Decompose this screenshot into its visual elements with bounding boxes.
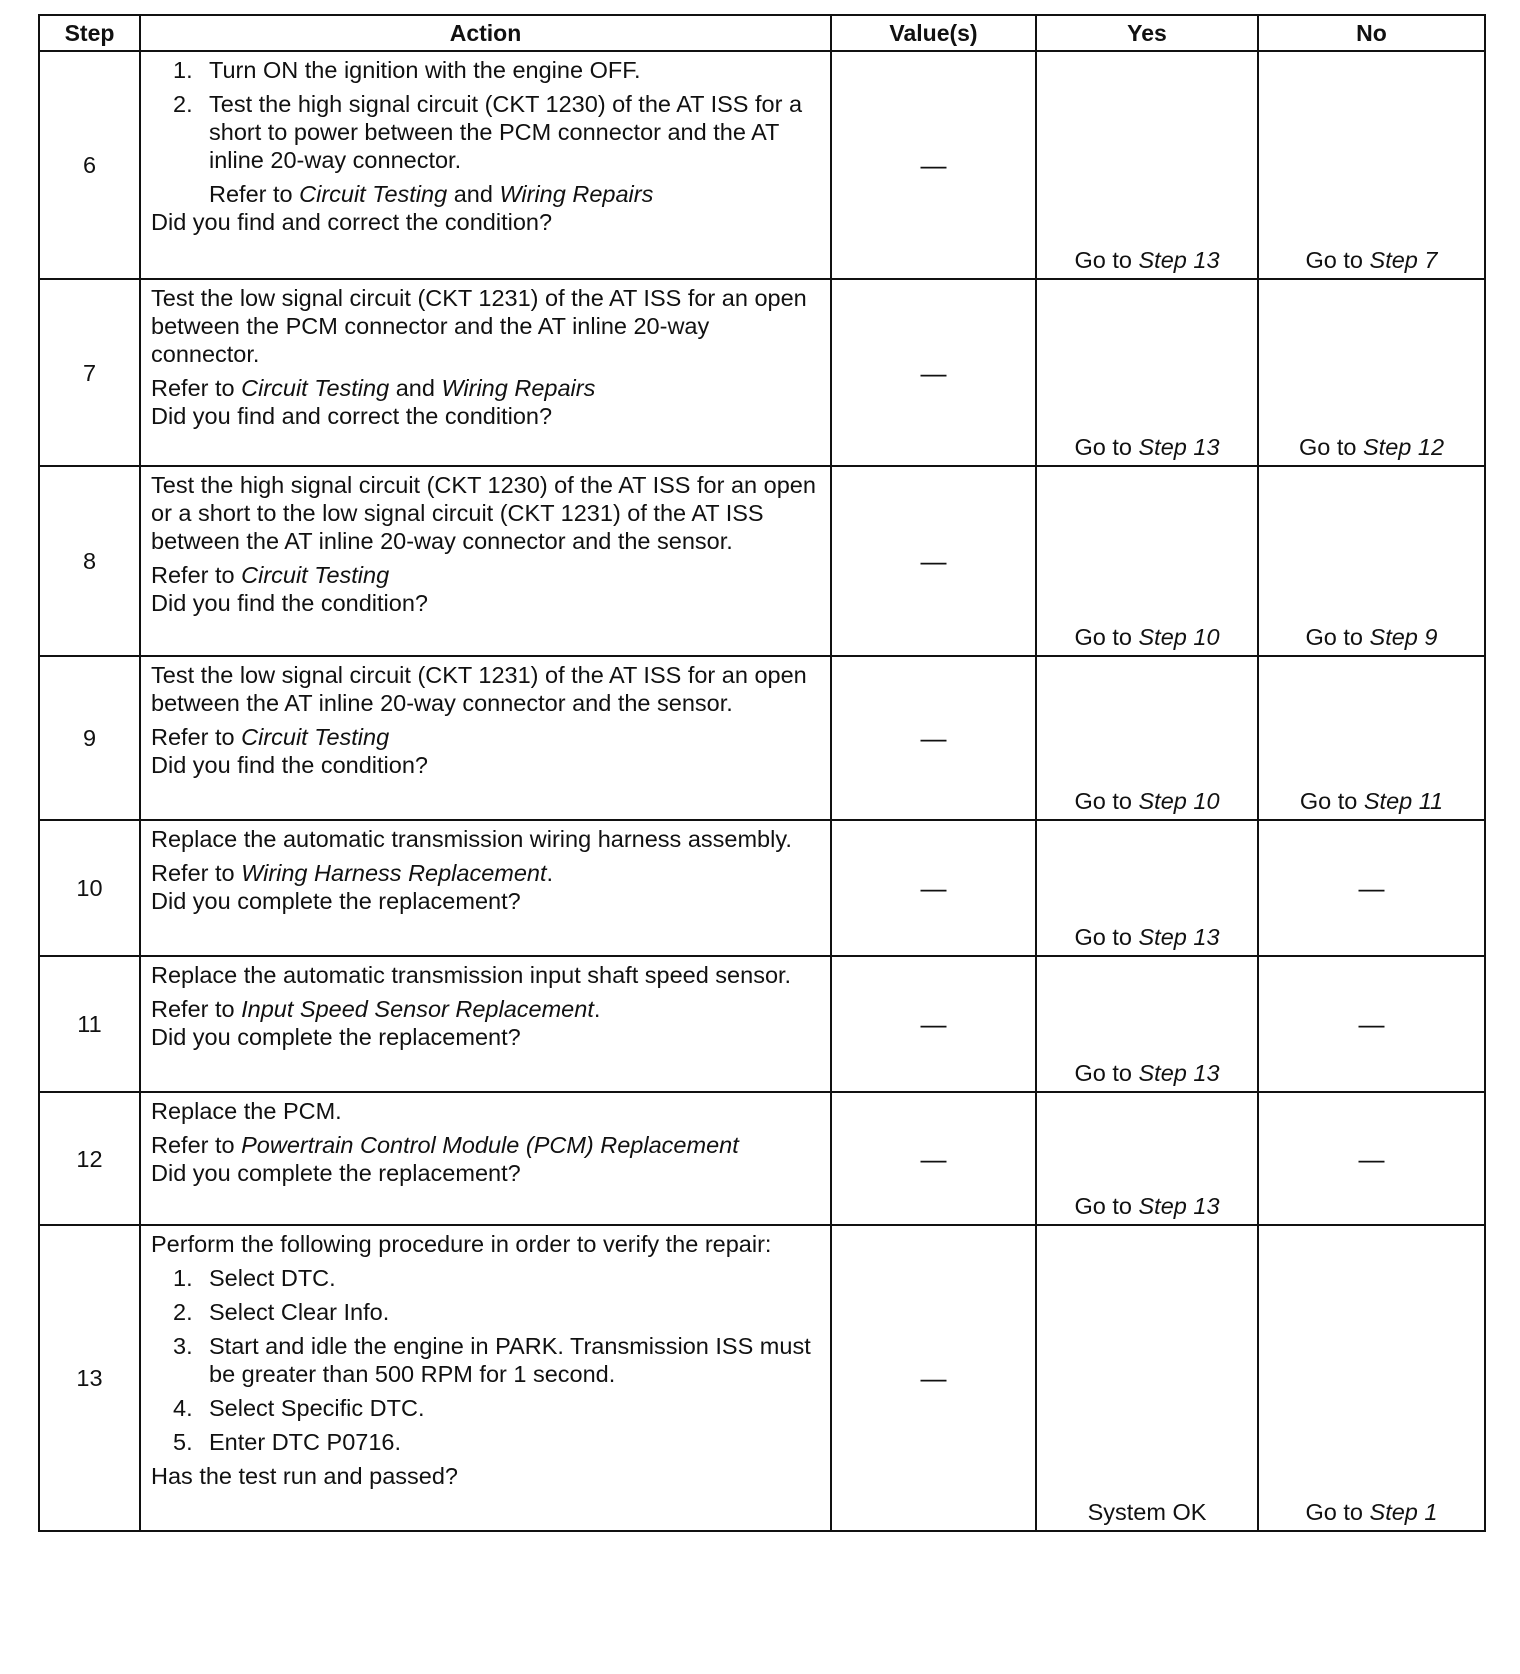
table-row-step-10 xyxy=(39,820,1485,956)
yes-cell[interactable]: Go to Step 13 xyxy=(1036,51,1258,279)
yes-cell[interactable]: Go to Step 13 xyxy=(1036,279,1258,466)
value-cell: — xyxy=(831,51,1036,279)
action-text: Replace the PCM. xyxy=(151,1098,342,1124)
step-number: 13 xyxy=(39,1225,140,1531)
table-row-step-6 xyxy=(39,51,1485,279)
header-yes: Yes xyxy=(1036,15,1258,51)
question-text: Did you complete the replacement? xyxy=(151,888,521,914)
action-text: Replace the automatic transmission wiring harness assembly. xyxy=(151,826,792,852)
table-row-step-13 xyxy=(39,1225,1485,1531)
no-cell: — xyxy=(1258,956,1485,1092)
no-cell[interactable]: Go to Step 9 xyxy=(1258,466,1485,656)
no-cell: — xyxy=(1258,820,1485,956)
refer-line: Refer to Powertrain Control Module (PCM) Replacement xyxy=(151,1132,739,1158)
list-item: 4. Select Specific DTC. xyxy=(173,1395,425,1421)
table-row-step-8 xyxy=(39,466,1485,656)
table-row-step-12 xyxy=(39,1092,1485,1225)
header-no: No xyxy=(1258,15,1485,51)
reference-link[interactable]: Wiring Harness Replacement xyxy=(241,860,547,886)
no-cell[interactable]: Go to Step 7 xyxy=(1258,51,1485,279)
step-number: 6 xyxy=(39,51,140,279)
reference-link[interactable]: Circuit Testing xyxy=(241,562,390,588)
yes-cell[interactable]: Go to Step 13 xyxy=(1036,1092,1258,1225)
reference-link[interactable]: Circuit Testing xyxy=(241,375,390,401)
value-cell: — xyxy=(831,466,1036,656)
action-cell xyxy=(140,820,831,956)
table-row-step-7 xyxy=(39,279,1485,466)
value-cell: — xyxy=(831,656,1036,820)
question-text: Has the test run and passed? xyxy=(151,1463,459,1489)
reference-link[interactable]: Wiring Repairs xyxy=(499,181,654,207)
refer-line: Refer to Circuit Testing and Wiring Repairs xyxy=(151,375,596,401)
value-cell: — xyxy=(831,1225,1036,1531)
yes-cell: System OK xyxy=(1036,1225,1258,1531)
value-cell: — xyxy=(831,1092,1036,1225)
action-text: Test the low signal circuit (CKT 1231) of the AT ISS for an open between the PCM connector and the AT inline 20-way connector. xyxy=(151,285,807,367)
reference-link[interactable]: Powertrain Control Module (PCM) Replacement xyxy=(241,1132,739,1158)
list-item: 1. Select DTC. xyxy=(173,1265,336,1291)
refer-line: Refer to Circuit Testing xyxy=(151,724,390,750)
diagnostic-table xyxy=(38,14,1486,1532)
step-number: 8 xyxy=(39,466,140,656)
action-cell xyxy=(140,1225,831,1531)
yes-cell[interactable]: Go to Step 13 xyxy=(1036,956,1258,1092)
value-cell: — xyxy=(831,279,1036,466)
action-cell xyxy=(140,956,831,1092)
table-row-step-9 xyxy=(39,656,1485,820)
action-cell xyxy=(140,466,831,656)
reference-link[interactable]: Input Speed Sensor Replacement xyxy=(241,996,594,1022)
action-text: Test the low signal circuit (CKT 1231) of the AT ISS for an open between the AT inline 20-way connector and the sensor. xyxy=(151,662,807,716)
step-number: 12 xyxy=(39,1092,140,1225)
action-cell xyxy=(140,51,831,279)
header-row xyxy=(39,15,1485,51)
reference-link[interactable]: Circuit Testing xyxy=(299,181,448,207)
refer-line: Refer to Circuit Testing and Wiring Repairs xyxy=(209,181,654,207)
value-cell: — xyxy=(831,820,1036,956)
action-text: Perform the following procedure in order to verify the repair: xyxy=(151,1231,772,1257)
no-cell[interactable]: Go to Step 1 xyxy=(1258,1225,1485,1531)
yes-cell[interactable]: Go to Step 13 xyxy=(1036,820,1258,956)
step-number: 10 xyxy=(39,820,140,956)
header-step: Step xyxy=(39,15,140,51)
list-item: 1. Turn ON the ignition with the engine OFF. xyxy=(173,57,641,83)
action-text: Replace the automatic transmission input shaft speed sensor. xyxy=(151,962,792,988)
header-values: Value(s) xyxy=(831,15,1036,51)
yes-cell[interactable]: Go to Step 10 xyxy=(1036,466,1258,656)
value-cell: — xyxy=(831,956,1036,1092)
header-action: Action xyxy=(140,15,831,51)
no-cell[interactable]: Go to Step 11 xyxy=(1258,656,1485,820)
step-number: 9 xyxy=(39,656,140,820)
refer-line: Refer to Wiring Harness Replacement. xyxy=(151,860,554,886)
question-text: Did you complete the replacement? xyxy=(151,1024,521,1050)
refer-line: Refer to Circuit Testing xyxy=(151,562,390,588)
question-text: Did you complete the replacement? xyxy=(151,1160,521,1186)
list-item: 5. Enter DTC P0716. xyxy=(173,1429,402,1455)
action-cell xyxy=(140,1092,831,1225)
question-text: Did you find and correct the condition? xyxy=(151,403,553,429)
reference-link[interactable]: Wiring Repairs xyxy=(441,375,596,401)
question-text: Did you find the condition? xyxy=(151,590,428,616)
reference-link[interactable]: Circuit Testing xyxy=(241,724,390,750)
refer-line: Refer to Input Speed Sensor Replacement. xyxy=(151,996,601,1022)
yes-cell[interactable]: Go to Step 10 xyxy=(1036,656,1258,820)
action-cell xyxy=(140,656,831,820)
question-text: Did you find the condition? xyxy=(151,752,428,778)
question-text: Did you find and correct the condition? xyxy=(151,209,553,235)
list-item: 3. Start and idle the engine in PARK. Transmission ISS must be greater than 500 RPM for 1 second. xyxy=(173,1333,811,1387)
no-cell[interactable]: Go to Step 12 xyxy=(1258,279,1485,466)
list-item: 2. Select Clear Info. xyxy=(173,1299,390,1325)
action-cell xyxy=(140,279,831,466)
list-item: 2. Test the high signal circuit (CKT 1230) of the AT ISS for a short to power between the PCM connector and the AT inline 20-way connector. xyxy=(173,91,803,173)
action-text: Test the high signal circuit (CKT 1230) of the AT ISS for an open or a short to the low signal circuit (CKT 1231) of the AT ISS between the AT inline 20-way connector and the sensor. xyxy=(151,472,816,554)
no-cell: — xyxy=(1258,1092,1485,1225)
step-number: 11 xyxy=(39,956,140,1092)
table-row-step-11 xyxy=(39,956,1485,1092)
step-number: 7 xyxy=(39,279,140,466)
